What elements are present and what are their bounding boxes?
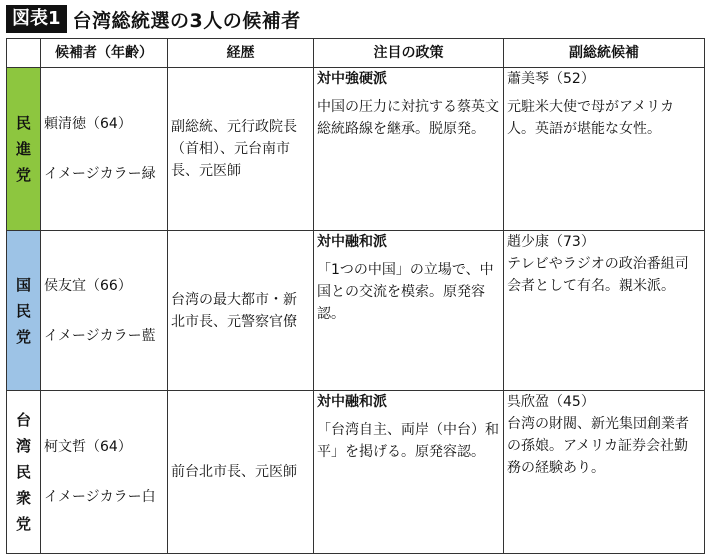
career-cell: 台湾の最大都市・新北市長、元警察官僚: [168, 231, 314, 391]
col-header-career: 経歴: [168, 39, 314, 68]
vp-cell: [504, 68, 705, 231]
page-title: 台湾総統選の3人の候補者: [72, 9, 301, 32]
col-header-policy: 注目の政策: [314, 39, 504, 68]
vp-name: 蕭美琴（52）: [507, 71, 595, 87]
image-color: イメージカラー緑: [44, 166, 156, 182]
policy-cell: [314, 68, 504, 231]
vp-name: 呉欣盈（45）: [507, 394, 595, 410]
policy-stance: 対中融和派: [317, 234, 387, 250]
table-row: [7, 391, 705, 554]
image-color: イメージカラー白: [44, 489, 156, 505]
figure-badge: 図表1: [6, 5, 67, 33]
candidate-name: 柯文哲（64）: [44, 439, 132, 455]
candidate-cell: [41, 391, 168, 554]
policy-stance: 対中融和派: [317, 394, 387, 410]
party-cell-kmt: 国 民 党: [7, 231, 41, 391]
candidate-cell: [41, 68, 168, 231]
vp-cell: [504, 231, 705, 391]
policy-stance: 対中強硬派: [317, 71, 387, 87]
candidate-name: 侯友宜（66）: [44, 277, 132, 294]
vp-description: 台湾の財閥、新光集団創業者の孫娘。アメリカ証券会社勤務の経験あり。: [507, 416, 689, 476]
header-row: [7, 39, 705, 68]
career-cell: 副総統、元行政院長（首相）、元台南市長、元医師: [168, 68, 314, 231]
candidate-name: 頼清徳（64）: [44, 116, 132, 132]
col-header-vp: 副総統候補: [504, 39, 705, 68]
policy-cell: [314, 391, 504, 554]
vp-description: テレビやラジオの政治番組司会者として有名。親米派。: [507, 256, 689, 294]
figure-title: [6, 4, 301, 34]
table-row: [7, 68, 705, 231]
candidates-table: [6, 38, 705, 554]
vp-cell: [504, 391, 705, 554]
corner-cell: [7, 39, 41, 68]
policy-text: 「1つの中国」の立場で、中国との交流を模索。原発容認。: [317, 262, 494, 322]
policy-text: 中国の圧力に対抗する蔡英文総統路線を継承。脱原発。: [317, 99, 499, 137]
career-cell: 前台北市長、元医師: [168, 391, 314, 554]
policy-cell: [314, 231, 504, 391]
party-cell-tpp: 台 湾 民 衆 党: [7, 391, 41, 554]
col-header-candidate: 候補者（年齢）: [41, 39, 168, 68]
table-row: [7, 231, 705, 391]
vp-description: 元駐米大使で母がアメリカ人。英語が堪能な女性。: [507, 99, 675, 137]
party-cell-dpp: 民 進 党: [7, 68, 41, 231]
policy-text: 「台湾自主、両岸（中台）和平」を掲げる。原発容認。: [317, 422, 499, 460]
image-color: イメージカラー藍: [44, 327, 156, 344]
vp-name: 趙少康（73）: [507, 234, 595, 250]
candidate-cell: [41, 231, 168, 391]
